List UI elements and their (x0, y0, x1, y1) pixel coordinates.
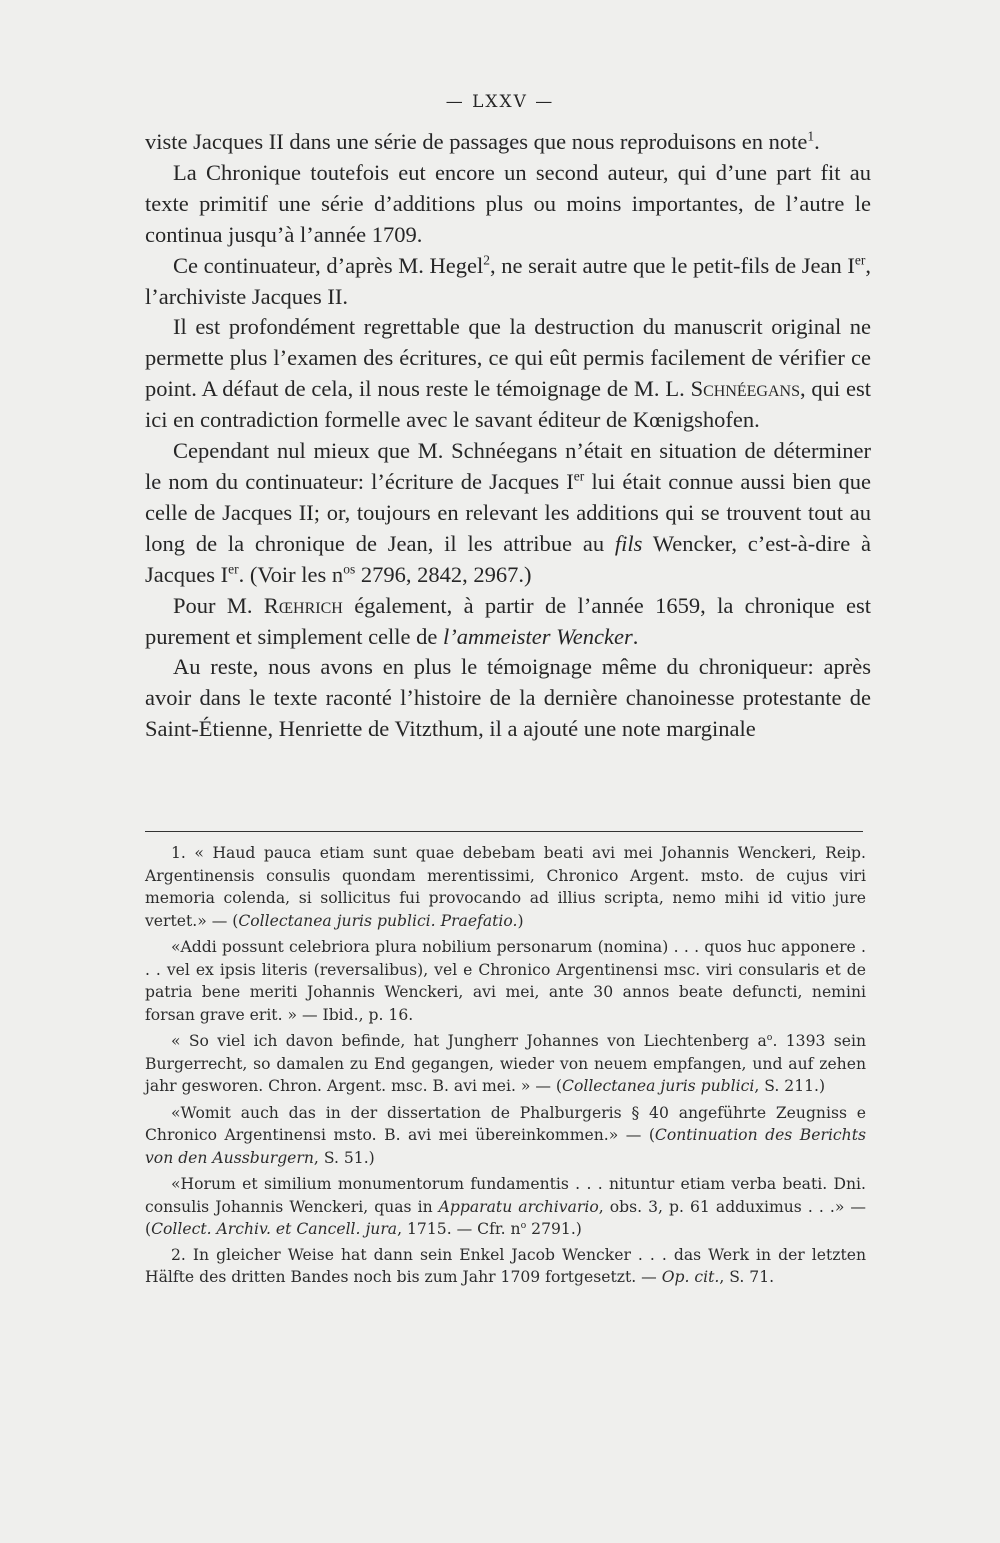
footnote-ref-2: 2 (483, 252, 490, 268)
footnotes (145, 842, 866, 1293)
author-name: Rœhrich (263, 592, 343, 618)
footnote-quote: « So viel ich davon befinde, hat Jungherr Johannes von Liechtenberg $a^o$. 1393 sein Burgerrecht, so damalen zu End gegangen, wieder von neuem empfangen, und auf zehen jahr gesworen. Chron. Argent. msc. B. avi mei. » — (Collectanea juris publici, S. 211.) (145, 1031, 866, 1095)
paragraph: Pour M. Rœhrich également, à partir de l’année 1659, la chronique est purement et simplement celle de l’ammeister Wencker. (145, 592, 871, 649)
main-text (145, 127, 871, 745)
paragraph: Ce continuateur, d’après M. Hegel$^2$, ne serait autre que le petit-fils de Jean Ier, l’archiviste Jacques II. (145, 252, 871, 309)
paragraph: Au reste, nous avons en plus le témoignage même du chroniqueur: après avoir dans le texte raconté l’histoire de la dernière chanoinesse protestante de Saint-Étienne, Henriette de Vitzthum, il a ajouté une note marginale (145, 654, 871, 742)
footnote-quote: «Womit auch das in der dissertation de Phalburgeris § 40 angeführte Zeugniss e Chronico Argentinensi msto. B. avi mei übereinkommen.» — (Continuation des Berichts von den Aussburgern, S. 51.) (145, 1103, 866, 1167)
footnote-quote: «Addi possunt celebriora plura nobilium personarum (nomina) . . . quos huc apponere . . . vel ex ipsis literis (reversalibus), vel e Chronico Argentinensi msc. viri consularis et de patria bene meriti Johannis Wenckeri, avi mei, ante 30 annos beate defuncti, nemini forsan grave erit. » — Ibid., p. 16. (145, 938, 866, 1024)
footnote-divider (145, 831, 863, 832)
footnote-2: 2. In gleicher Weise hat dann sein Enkel Jacob Wencker . . . das Werk in der letzten Hälfte des dritten Bandes noch bis zum Jahr 1709 fortgesetzt. — Op. cit., S. 71. (145, 1245, 866, 1286)
footnote-ref-1: 1 (807, 128, 815, 144)
footnote-1: 1. « Haud pauca etiam sunt quae debebam beati avi mei Johannis Wenckeri, Reip. Argentinensis consulis quondam merentissimi, Chronico Argent. msto. de cujus viri memoria colenda, si sollicitus fui provocando ad illius scripta, nemo mihi id vitio jure vertet.» — (Collectanea juris publici. Praefatio.) (145, 844, 866, 930)
paragraph: La Chronique toutefois eut encore un second auteur, qui d’une part fit au texte primitif une série d’additions plus ou moins importantes, de l’autre le continua jusqu’à l’année 1709. (145, 159, 871, 247)
footnote-quote: «Horum et similium monumentorum fundamentis . . . nituntur etiam verba beati. Dni. consulis Johannis Wenckeri, quas in Apparatu archivario, obs. 3, p. 61 adduximus . . .» — (Collect. Archiv. et Cancell. jura, 1715. — Cfr. $n^o$ 2791.) (145, 1175, 866, 1238)
paragraph: Cependant nul mieux que M. Schnéegans n’était en situation de déterminer le nom du continuateur: l’écriture de Jacques Ier lui était connue aussi bien que celle de Jacques II; or, toujours en relevant les additions qui se trouvent tout au long de la chronique de Jean, il les attribue au fils Wencker, c’est-à-dire à Jacques Ier. (Voir les $n^{os}$ 2796, 2842, 2967.) (145, 438, 871, 587)
paragraph-continuation: viste Jacques II dans une série de passages que nous reproduisons en note$^1$. (145, 128, 820, 154)
author-name: Schnéegans (690, 376, 800, 402)
page-number: — LXXV — (445, 92, 555, 112)
paragraph: Il est profondément regrettable que la destruction du manuscrit original ne permette plus l’examen des écritures, ce qui eût permis facilement de vérifier ce point. A défaut de cela, il nous reste le témoignage de M. L. Schnéegans, qui est ici en contradiction formelle avec le savant éditeur de Kœnigshofen. (145, 314, 872, 433)
